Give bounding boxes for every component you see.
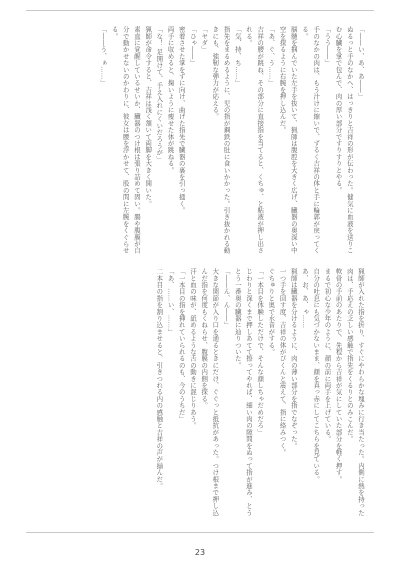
paragraph: 「ひゃ――」	[188, 26, 197, 67]
paragraph: 脳髄を掴んでいた左手を抜いて、猟師は腹腔を大きく広げ、臓器の奥深い中空を探るように右腕を押し込んだ。	[278, 26, 298, 254]
paragraph: 「一本目を体験しただけで、そんな顔しちゃだめだろ」	[256, 268, 265, 436]
upper-text-block	[48, 26, 366, 258]
paragraph: 両手に収めると、掬いように痩せた体が跳ねる。	[166, 26, 175, 174]
paragraph: 密着させた掌をずに向け、曲げた指先で臓器の裏を引っ掻く。	[177, 26, 186, 214]
top-rule	[26, 10, 374, 11]
paragraph: 素直に覚醒しているせいか、臓器のつけ根は張り詰めて固い。腸や腹膜が自分で動かせないのかわりに、彼女は腰を浮かせて、股の間に左腕をくぐらせる。	[110, 26, 141, 254]
page-number: 23	[194, 548, 206, 557]
paragraph: 指先をまるめるように、児の指が鋼鉄の肚に食いかかった。引き抜かれる動きにも、強靭な弾力が応える。	[211, 26, 231, 254]
paragraph: 猟師は臓器を分けるように、肉の薄い部分を指でなぞった。	[289, 268, 298, 449]
paragraph: 猟師が入れた指を折り、すぐにやわらかな塊みに行き当たった。内側に熱を持った肉は、手応えの乏しい感触で指先をくるりとのみこんだ。	[345, 268, 365, 516]
paragraph: 「ヤダ」	[200, 26, 209, 53]
paragraph: 「一本目の指を挿れていられるのも、今のうちだ」	[177, 268, 186, 423]
paragraph: 「あ、ぐ、う……」	[267, 26, 276, 87]
paragraph: 「――い、あ、あ――」	[357, 26, 365, 100]
paragraph: 二本目の指を割り込ませると、引きつれる内の感触と吉祥の声が揃んだ。	[155, 268, 164, 490]
paragraph: 「気、持、ち……」	[233, 26, 242, 87]
paragraph: 軟骨の手前のあたりで、先程から吉祥が気にしていた部分を軽く押す。	[334, 268, 343, 483]
paragraph: 「――ん、ん――」	[222, 268, 231, 329]
paragraph: ぬるっと手のなかへ、はっきりと吉祥の形が伝わった。健気に血液を送りこむ心臓を掌で包んで、肉の厚い部分ですりすりとやる。	[334, 26, 354, 254]
paragraph: 自分の吐息にも気づかないまま、顔を真っ赤にしてこちらを見ている。	[312, 268, 321, 483]
paragraph: じわりと深くまで押しあてて擦ってやれば、細い肉の隙間をぬって指が進み、とうとう一番奥の臓器に辿りついた。	[233, 268, 253, 516]
paragraph: 猟師が命令すると、吉祥は浅く頷いて両脚を大きく開いた。	[144, 26, 153, 207]
paragraph: 「な！ 足開けて、手え入れにくいだろうが」	[155, 26, 164, 163]
paragraph: 手のなかの肉は、もう汁けに縮いで、ずるく吉祥の体と手に輪郭が戻ってくる。	[300, 26, 321, 254]
lower-text-block	[48, 268, 366, 516]
bottom-rule	[26, 532, 374, 533]
paragraph: 一つ手を回す度、吉祥の体がびくんと震えて、指に絡みつく。	[278, 268, 287, 456]
paragraph: 「あ、……い、……」	[166, 268, 175, 335]
paragraph: 「うう――」	[323, 26, 332, 67]
paragraph: 大きな関節が入り口を通るときにだけ、ぐぐっと抵抗があった。つけ根まで押し込んだ指を何度もくねらせ、腹膜の内側を探る。	[200, 268, 220, 516]
paragraph: まるで初心な少年のように、顔の前に両手を上げている。	[323, 268, 332, 443]
paragraph: あ、お、あ、ゃ……	[300, 268, 309, 329]
paragraph: 吉祥の腰が跳ね、その部分に直接指を当てると、くちゅ、と粘液が押し出される。	[244, 26, 265, 254]
paragraph: ぐちゅりと奥で水音がする。	[267, 268, 276, 356]
paragraph: 汗と血の味が、舐めるような舌の動きに混じりあう。	[188, 268, 197, 429]
paragraph: 「――う、ぁ……」	[99, 26, 108, 87]
